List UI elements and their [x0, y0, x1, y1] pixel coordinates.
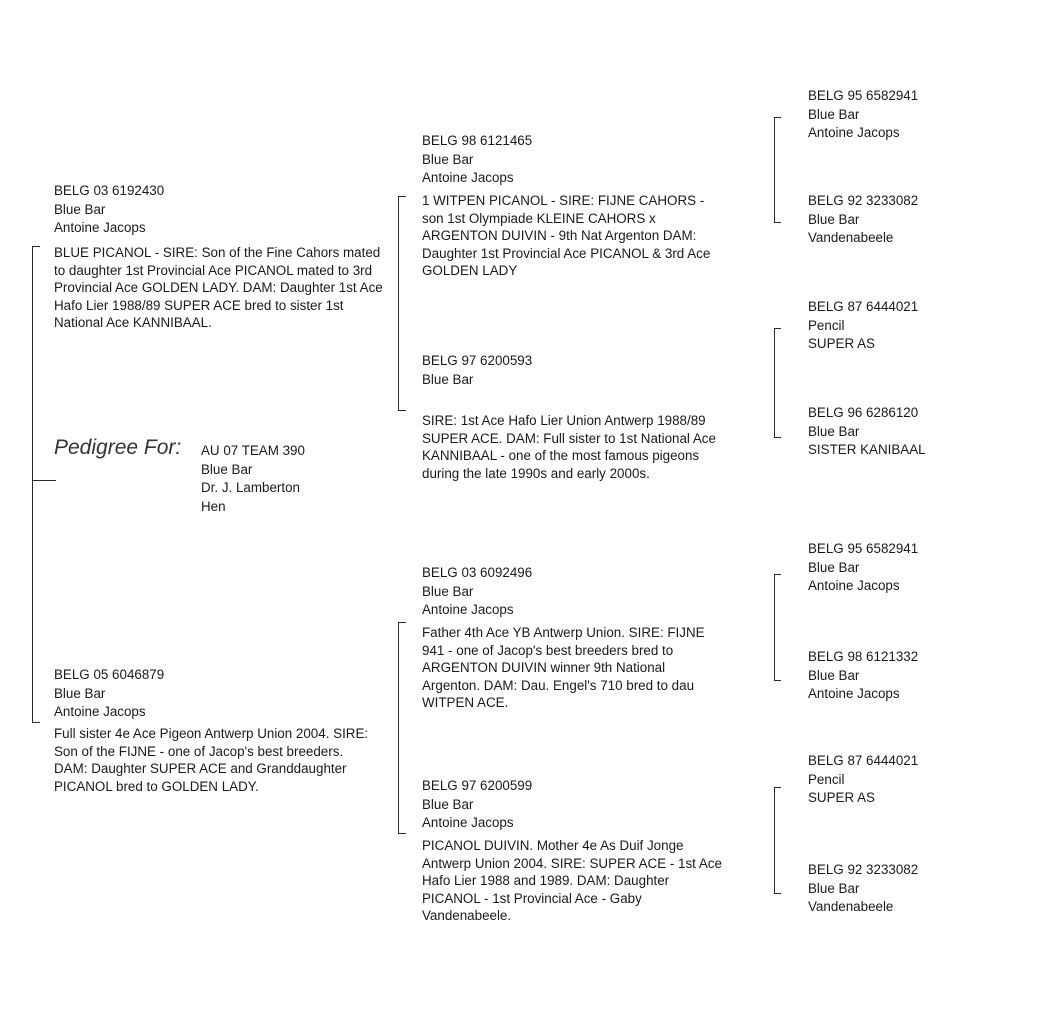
- ggp-2-ring: BELG 92 3233082: [808, 193, 919, 208]
- bracket-ggp-4-vertical: [774, 787, 775, 894]
- ggp-8: [808, 861, 918, 917]
- sire-breeder: Antoine Jacops: [54, 220, 146, 235]
- bracket-dam-bottom: [398, 833, 406, 834]
- ggp-2-line3: Vandenabeele: [808, 230, 894, 245]
- bracket-ggp-2-bottom: [774, 437, 781, 438]
- sire-color: Blue Bar: [54, 201, 106, 217]
- bracket-sire-vertical: [398, 196, 399, 411]
- ggp-6: [808, 648, 918, 704]
- ggp-1: [808, 87, 918, 143]
- ggp-8-line3: Vandenabeele: [808, 899, 894, 914]
- ggp-7: [808, 752, 918, 808]
- dam-color: Blue Bar: [54, 685, 106, 701]
- gp-dam-dam-ring: BELG 97 6200599: [422, 778, 533, 793]
- bracket-dam-top: [398, 622, 406, 623]
- subject-ring: AU 07 TEAM 390: [201, 443, 305, 458]
- bracket-parents-top: [32, 246, 40, 247]
- gp-sire-sire-ring: BELG 98 6121465: [422, 133, 533, 148]
- gp-dam-dam-color: Blue Bar: [422, 796, 474, 812]
- bracket-dam-vertical: [398, 622, 399, 834]
- ggp-4-ring: BELG 96 6286120: [808, 405, 919, 420]
- ggp-4-line2: Blue Bar: [808, 423, 860, 439]
- gp-sire-dam-ring: BELG 97 6200593: [422, 353, 533, 368]
- ggp-5-ring: BELG 95 6582941: [808, 541, 919, 556]
- gp-dam-dam-notes: PICANOL DUIVIN. Mother 4e As Duif Jonge Antwerp Union 2004. SIRE: SUPER ACE - 1st Ace Hafo Lier 1988 and 1989. DAM: Daughter PICANOL - 1st Provincial Ace - Gaby Vandenabeele.: [422, 838, 722, 923]
- ggp-6-line3: Antoine Jacops: [808, 686, 900, 701]
- subject-color: Blue Bar: [201, 461, 253, 477]
- bracket-sire-bottom: [398, 410, 406, 411]
- ggp-5: [808, 540, 918, 596]
- bracket-parents-mid: [32, 480, 56, 481]
- sire-block: [54, 182, 164, 238]
- ggp-3-ring: BELG 87 6444021: [808, 299, 919, 314]
- gp-sire-dam-notes: SIRE: 1st Ace Hafo Lier Union Antwerp 1988/89 SUPER ACE. DAM: Full sister to 1st National Ace KANNIBAAL - one of the most famous pigeons during the late 1990s and early 2000s.: [422, 413, 716, 481]
- bracket-ggp-3-bottom: [774, 680, 781, 681]
- gp-dam-sire-breeder: Antoine Jacops: [422, 602, 514, 617]
- dam-block: [54, 666, 164, 722]
- bracket-ggp-1-vertical: [774, 117, 775, 223]
- gp-sire-dam-block: [422, 352, 532, 389]
- bracket-ggp-4-top: [774, 787, 781, 788]
- ggp-5-line2: Blue Bar: [808, 559, 860, 575]
- bracket-ggp-2-top: [774, 328, 781, 329]
- ggp-2: [808, 192, 918, 248]
- ggp-7-ring: BELG 87 6444021: [808, 753, 919, 768]
- dam-breeder: Antoine Jacops: [54, 704, 146, 719]
- sire-notes: BLUE PICANOL - SIRE: Son of the Fine Cahors mated to daughter 1st Provincial Ace PICANOL mated to 3rd Provincial Ace GOLDEN LADY. DAM: Daughter 1st Ace Hafo Lier 1988/89 SUPER ACE bred to sister 1st National Ace KANNIBAAL.: [54, 245, 383, 330]
- dam-ring: BELG 05 6046879: [54, 667, 165, 682]
- bracket-ggp-1-bottom: [774, 222, 781, 223]
- sire-ring: BELG 03 6192430: [54, 183, 165, 198]
- ggp-7-line2: Pencil: [808, 771, 845, 787]
- subject-owner: Dr. J. Lamberton: [201, 480, 300, 495]
- subject-block: [201, 442, 305, 516]
- gp-dam-sire-block: [422, 564, 532, 620]
- bracket-ggp-1-top: [774, 117, 781, 118]
- gp-dam-sire-color: Blue Bar: [422, 583, 474, 599]
- gp-sire-sire-breeder: Antoine Jacops: [422, 170, 514, 185]
- gp-sire-sire-notes: 1 WITPEN PICANOL - SIRE: FIJNE CAHORS - son 1st Olympiade KLEINE CAHORS x ARGENTON DUIVIN - 9th Nat Argenton DAM: Daughter 1st Provincial Ace PICANOL & 3rd Ace GOLDEN LADY: [422, 193, 711, 278]
- ggp-4-line3: SISTER KANIBAAL: [808, 442, 926, 457]
- ggp-8-ring: BELG 92 3233082: [808, 862, 919, 877]
- bracket-ggp-3-top: [774, 574, 781, 575]
- ggp-3-line2: Pencil: [808, 317, 845, 333]
- gp-sire-sire-color: Blue Bar: [422, 151, 474, 167]
- bracket-ggp-4-bottom: [774, 893, 781, 894]
- ggp-7-line3: SUPER AS: [808, 790, 875, 805]
- ggp-2-line2: Blue Bar: [808, 211, 860, 227]
- bracket-parents-bottom: [32, 722, 40, 723]
- gp-dam-sire-ring: BELG 03 6092496: [422, 565, 533, 580]
- dam-notes: Full sister 4e Ace Pigeon Antwerp Union 2004. SIRE: Son of the FIJNE - one of Jacop's best breeders. DAM: Daughter SUPER ACE and Granddaughter PICANOL bred to GOLDEN LADY.: [54, 726, 369, 794]
- ggp-1-line3: Antoine Jacops: [808, 125, 900, 140]
- ggp-1-line2: Blue Bar: [808, 106, 860, 122]
- gp-dam-dam-block: [422, 777, 532, 833]
- ggp-3-line3: SUPER AS: [808, 336, 875, 351]
- gp-sire-dam-color: Blue Bar: [422, 371, 474, 387]
- ggp-3: [808, 298, 918, 354]
- bracket-ggp-3-vertical: [774, 574, 775, 681]
- bracket-parents-vertical: [32, 246, 33, 723]
- ggp-8-line2: Blue Bar: [808, 880, 860, 896]
- pedigree-heading: Pedigree For:: [54, 436, 182, 459]
- ggp-6-ring: BELG 98 6121332: [808, 649, 919, 664]
- gp-dam-dam-breeder: Antoine Jacops: [422, 815, 514, 830]
- subject-sex: Hen: [201, 498, 226, 514]
- gp-sire-sire-block: [422, 132, 532, 188]
- bracket-ggp-2-vertical: [774, 328, 775, 438]
- ggp-6-line2: Blue Bar: [808, 667, 860, 683]
- ggp-5-line3: Antoine Jacops: [808, 578, 900, 593]
- ggp-1-ring: BELG 95 6582941: [808, 88, 919, 103]
- ggp-4: [808, 404, 926, 460]
- gp-dam-sire-notes: Father 4th Ace YB Antwerp Union. SIRE: FIJNE 941 - one of Jacop's best breeders bred to ARGENTON DUIVIN winner 9th National Argenton. DAM: Dau. Engel's 710 bred to dau WITPEN ACE.: [422, 625, 705, 710]
- bracket-sire-top: [398, 196, 406, 197]
